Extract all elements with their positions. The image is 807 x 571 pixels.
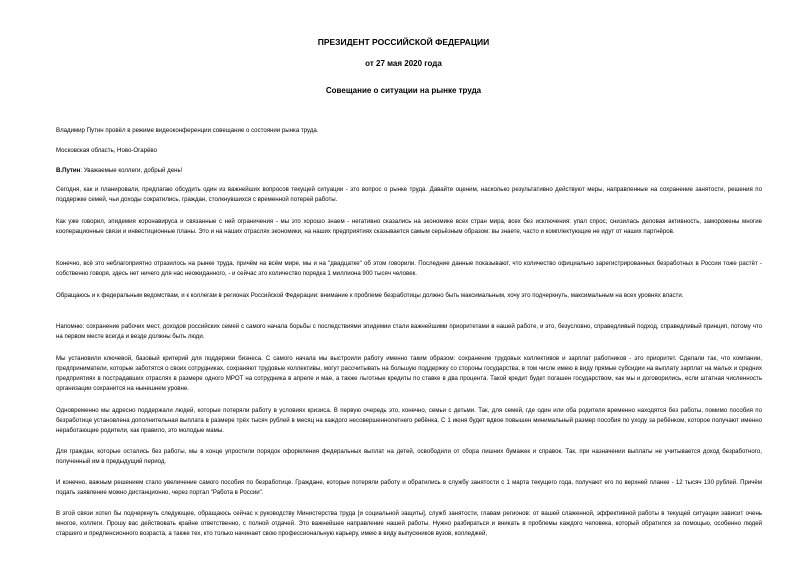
speech-paragraph: Обращаюсь и к федеральным ведомствам, и к коллегам в регионах Российской Федерации: внимание к проблеме безработицы должно быть максимальным, хочу это подчеркнуть, максимальным на всех уровнях власти. xyxy=(56,292,684,299)
speech-paragraph: Мы установили ключевой, базовый критерий для поддержки бизнеса. С самого начала мы выстроили работу именно таким образом: сохранение трудовых коллективов и зарплат работников - это приоритет. Сделали так, что компании, предприниматели, которые заботятся о своих сотрудниках, сохраняют трудовые коллективы, могут рассчитывать на большую поддержку со стороны государства, в том числе имею в виду прямые субсидии на выплату зарплат на малых и средних предприятиях в пострадавших отраслях в размере одного МРОТ на сотрудника в апреле и мае, а также льготные кредиты по ставке в два процента. Такой кредит будет погашен государством, как мы и договорились, если штатная численность организации сохранится на нынешнем уровне. xyxy=(56,355,762,392)
speech-greeting xyxy=(56,166,762,176)
speech-paragraph: Напомню: сохранение рабочих мест, доходов российских семей с самого начала борьбы с последствиями эпидемии стали важнейшими приоритетами в нашей работе, и это, безусловно, справедливый подход, справедливый принцип, потому что на первом месте всегда и везде должны быть люди. xyxy=(56,323,762,340)
speech-paragraph: В этой связи хотел бы подчеркнуть следующее, обращаюсь сейчас к руководству Министерства труда [и социальной защиты], служб занятости, главам регионов: от вашей слаженной, эффективной работы в текущей ситуации зависит очень многое, коллеги. Прошу вас действовать крайне ответственно, с полной отдачей. Это важнейшее направление нашей работы. Нужно разбираться и вникать в проблемы каждого человека, который обратился за помощью, особенно людей старшего и предпенсионного возраста, а также тех, кто только начинает свою профессиональную карьеру, имею в виду выпускников вузов, колледжей, xyxy=(56,510,762,537)
speech-paragraph: Сегодня, как и планировали, предлагаю обсудить один из важнейших вопросов текущей ситуации - это вопрос о рынке труда. Давайте оценим, насколько результативно действуют меры, направленные на сохранение занятости, решения по поддержке семей, чьи доходы сократились, граждан, столкнувшихся с временной потерей работы. xyxy=(56,186,762,203)
speech-paragraph: Как уже говорил, эпидемия коронавируса и связанные с ней ограничения - мы это хорошо знаем - негативно сказались на экономике всех стран мира, всех без исключения: упал спрос, снизилась деловая активность, заморожены многие кооперационные связи и инвестиционные планы. Это и на наших отраслях экономики, на наших предприятиях сказывается самым серьёзным образом: вы знаете, часто и комплектующие не идут от наших партнёров. xyxy=(56,218,762,235)
intro-location: Московская область, Ново-Огарёво xyxy=(56,147,157,154)
greeting-text: : Уважаемые коллеги, добрый день! xyxy=(80,167,183,174)
speech-paragraph: Конечно, всё это неблагоприятно отразилось на рынке труда, причём на всём мире, мы и на "двадцатке" об этом говорили. Последние данные показывают, что количество официально зарегистрированных безработных в России тоже растёт - собственно говоря, здесь нет ничего для нас неожиданного, - и сейчас это количество порядка 1 миллиона 900 тысяч человек. xyxy=(56,260,762,277)
speech-paragraph: Одновременно мы адресно поддержали людей, которые потеряли работу в условиях кризиса. В первую очередь это, конечно, семьи с детьми. Так, для семей, где один или оба родителя временно находятся без работы, помимо пособия по безработице установлена дополнительная выплата в размере трёх тысяч рублей в месяц на каждого несовершеннолетнего ребёнка. С 1 июня будет вдвое повышен минимальный размер пособия по уходу за ребёнком, которое получают именно неработающие родители, как правило, это молодые мамы. xyxy=(56,407,762,434)
speech-paragraph: Для граждан, которые остались без работы, мы в конце упростили порядок оформления федеральных выплат на детей, освободили от сбора лишних бумажек и справок. Так, при назначении выплаты не учитывается доход безработного, полученный им в предыдущий период. xyxy=(56,448,762,465)
speaker-name: В.Путин xyxy=(56,167,81,174)
document-title: ПРЕЗИДЕНТ РОССИЙСКОЙ ФЕДЕРАЦИИ xyxy=(317,37,490,47)
document-date: от 27 мая 2020 года xyxy=(365,59,442,68)
document-subject: Совещание о ситуации на рынке труда xyxy=(325,86,482,95)
speech-paragraph: И конечно, важным решением стало увеличение самого пособия по безработице. Граждане, которые потеряли работу и обратились в службу занятости с 1 марта текущего года, получают его по верхней планке - 12 тысяч 130 рублей. Причём подать заявление можно дистанционно, через портал "Работа в России". xyxy=(56,479,762,496)
intro-summary: Владимир Путин провёл в режиме видеоконференции совещание о состоянии рынка труда. xyxy=(56,127,319,134)
